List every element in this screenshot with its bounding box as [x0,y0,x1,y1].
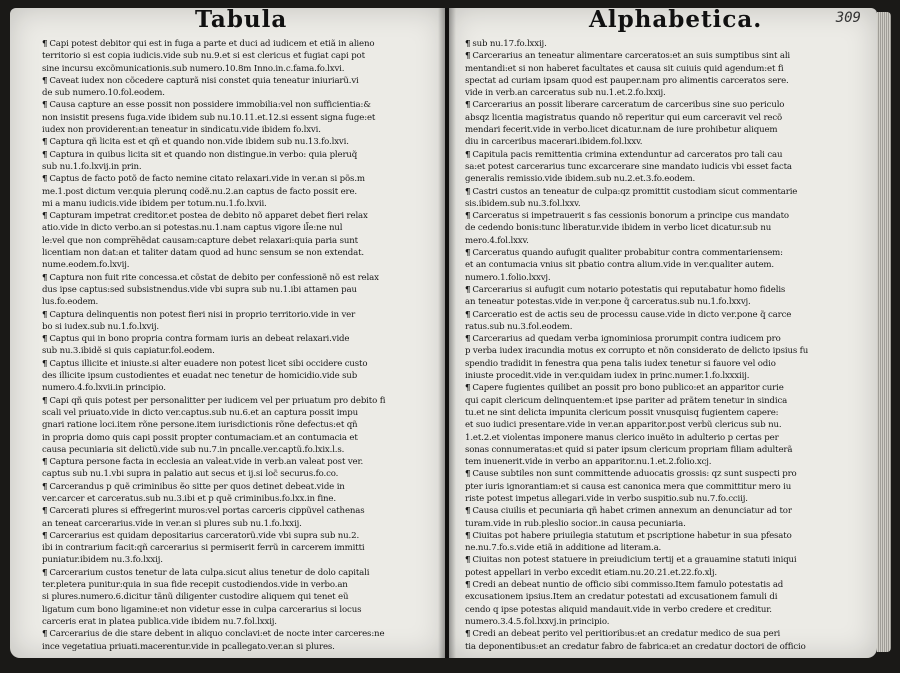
entry-line [42,370,431,382]
entry-line [465,419,861,431]
entry-line [465,309,861,321]
entry-line [42,456,431,468]
entry-text: mero.4.fol.lxxv. [465,235,529,246]
index-entry [42,75,431,100]
entry-text: ver.carcer et carceratus.sub nu.3.ibi et p quẽ criminibus.fo.lxx.in fine. [42,493,336,504]
pilcrow-mark-icon: ¶ [465,211,471,222]
entry-line [465,186,861,198]
index-entry [42,38,431,75]
entry-line [465,345,861,357]
pilcrow-mark-icon: ¶ [42,211,48,222]
entry-text: Credi an debeat nuntio de officio sibi commisso.Item famulo potestatis ad [472,580,784,591]
entry-text: Carceratio est de actis seu de processu cause.vide in dicto ver.pone q̃ carce [472,309,792,320]
entry-text: Carcerarius si aufugit cum notario potestatis qui reputabatur homo fidelis [472,284,786,295]
entry-line [42,161,431,173]
index-entry [465,579,861,628]
entry-line [465,75,861,87]
index-entry [42,136,431,148]
entry-text: gnari ratione loci.item rõne persone.item iurisdictionis rõne defectus:et qñ [42,420,358,431]
entry-text: atio.vide in dicto verbo.an si potestas.nu.1.nam captus vigore il̃e:ne nul [42,223,343,234]
entry-line [465,432,861,444]
index-entry [465,149,861,186]
pilcrow-mark-icon: ¶ [42,309,48,320]
entry-text: ter.pletera punitur:quia in sua fide recepit custodiendos.vide in verbo.an [42,580,348,591]
entry-text: Captus qui in bono propria contra formam iuris an debeat relaxari.vide [49,334,350,345]
entry-text: ince vegetatiua priuati.macerentur.vide in pcallegato.ver.an si plures. [42,641,335,652]
index-entry [465,284,861,309]
entry-line [465,259,861,271]
entry-text: Carcerarium custos tenetur de lata culpa.sicut alius tenetur de dolo capitali [49,567,370,578]
entry-line [42,579,431,591]
index-entry [42,173,431,210]
pilcrow-mark-icon: ¶ [42,149,48,160]
entry-line [465,481,861,493]
entry-text: licentiam non dat:an et taliter datam quod ad hunc sensum se non extendat. [42,248,365,259]
pilcrow-mark-icon: ¶ [465,580,471,591]
entry-line [42,149,431,161]
entry-line [42,444,431,456]
pilcrow-mark-icon: ¶ [465,506,471,517]
entry-line [42,591,431,603]
entry-line [465,87,861,99]
entry-text: sa:et potest carcerarius tunc excarcerare sine mandato iudicis vbi esset facta [465,161,792,172]
entry-text: Captura in quibus licita sit et quando non distingue.in verbo: quia pleruq̃ [49,149,358,160]
index-entry [465,382,861,468]
entry-text: pter iuris ignorantiam:et si causa est canonica mera que committitur mero iu [465,481,792,492]
index-entry [465,38,861,50]
entry-line [42,284,431,296]
entry-text: nume.eodem.fo.lxvij. [42,260,130,271]
entry-line [42,99,431,111]
entry-text: sine incursu excõmunicationis.sub numero.10.8m Inno.in.c.fama.fo.lxvi. [42,63,345,74]
pilcrow-mark-icon: ¶ [465,51,471,62]
entry-text: turam.vide in rub.pleslio socior..in causa pecuniaria. [465,518,686,529]
entry-line [465,542,861,554]
pilcrow-mark-icon: ¶ [465,149,471,160]
entry-text: numero.3.4.5.fol.lxxvj.in principio. [465,616,610,627]
entry-text: Causa ciuilis et pecuniaria qñ habet crimen annexum an denunciatur ad tor [472,506,792,517]
entry-line [465,173,861,185]
entry-line [465,235,861,247]
index-entry [465,333,861,382]
entry-text: causa pecuniaria sit delictũ.vide sub nu.7.in pncalle.ver.captũ.fo.lxix.l.s. [42,444,345,455]
entry-line [42,309,431,321]
entry-line [42,567,431,579]
entry-line [42,63,431,75]
entry-line [465,112,861,124]
entry-line [465,198,861,210]
pilcrow-mark-icon: ¶ [465,334,471,345]
index-entry [465,530,861,555]
pilcrow-mark-icon: ¶ [42,334,48,345]
pilcrow-mark-icon: ¶ [465,530,471,541]
index-entry [465,50,861,99]
entry-text: qui capit clericum delinquentem:et ipse pariter ad prãtem tenetur in sindica [465,395,788,406]
entry-line [465,505,861,517]
entry-text: Ciuitas pot habere priuilegia statutum et pscriptione habetur in sua pfesato [472,530,792,541]
pilcrow-mark-icon: ¶ [465,186,471,197]
entry-line [42,321,431,333]
entry-line [42,186,431,198]
entry-line [42,628,431,640]
folio-number: 309 [835,10,861,26]
entry-line [42,382,431,394]
entry-line [42,75,431,87]
entry-line [42,38,431,50]
index-entry [465,505,861,530]
entry-text: le:vel que non compre̅hẽdat causam:capture debet relaxari:quia paria sunt [42,235,358,246]
entry-text: excusationem ipsius.Item an credatur potestati ad excusationem famuli di [465,592,778,603]
entry-text: Carceratus si impetrauerit s fas cessionis bonorum a principe cus mandato [472,211,789,222]
pilcrow-mark-icon: ¶ [42,481,48,492]
entry-text: diu in carceribus macerari.ibidem.fol.lxxv. [465,137,643,148]
entry-line [465,616,861,628]
pilcrow-mark-icon: ¶ [42,358,48,369]
entry-text: ibi in contrarium facit:qñ carcerarius si permiserit ferrũ in carcerem immitti [42,543,365,554]
entry-text: tem inuenerit.vide in verbo an apparitor.nu.1.et.2.folio.xcj. [465,457,712,468]
entry-text: Cause subtiles non sunt committende aduocatis grossis: qz sunt suspecti pro [472,469,797,480]
entry-line [465,50,861,62]
entry-text: dus ipse captus:sed subsistnendus.vide vbi supra sub nu.1.ibi attamen pau [42,284,357,295]
entry-text: Captura persone facta in ecclesia an valeat.vide in verb.an valeat post ver. [49,457,364,468]
entry-text: bo si iudex.sub nu.1.fo.lxvij. [42,321,159,332]
entry-line [465,518,861,530]
entry-line [42,604,431,616]
index-entry [42,309,431,334]
entry-text: tia deponentibus:et an credatur fabro de fabrica:et an credatur doctori de officio [465,641,806,652]
entry-text: sonas connumeratas:et quid si pater ipsum clericum propriam filiam adulterã [465,444,793,455]
entry-text: numero.1.folio.lxxvj. [465,272,551,283]
entry-line [42,259,431,271]
pilcrow-mark-icon: ¶ [465,555,471,566]
entry-line [465,333,861,345]
entry-line [465,567,861,579]
pilcrow-mark-icon: ¶ [42,567,48,578]
entry-line [465,591,861,603]
index-entry [42,505,431,530]
entry-text: Capturam impetrat creditor.et postea de debito nõ apparet debet fieri relax [49,211,368,222]
entry-line [465,382,861,394]
entry-text: Castri custos an teneatur de culpa:qz promittit custodiam sicut commentarie [472,186,798,197]
entry-text: sub nu.17.fo.lxxij. [472,39,547,49]
entry-text: p verba iudex iracundia motus ex corrupto et nõn considerato de delicto ipsius fu [465,346,809,357]
entry-text: sub nu.3.ibidẽ si quis capiatur.fol.eodem. [42,346,215,357]
entry-text: sis.ibidem.sub nu.3.fol.lxxv. [465,198,581,209]
entry-text: absqz licentia magistratus quando nõ reperitur qui eum carceravit vel recõ [465,112,783,123]
entry-line [42,518,431,530]
entry-text: ne.nu.7.fo.s.vide etiã in additione ad literam.a. [465,543,662,554]
index-entry [465,554,861,579]
entry-line [465,456,861,468]
index-entry [42,149,431,174]
entry-line [42,296,431,308]
entry-text: me.1.post dictum ver.quia plerunq codẽ.nu.2.an captus de facto possit ere. [42,186,357,197]
entry-line [465,38,861,50]
entry-line [42,198,431,210]
entry-text: des illicite ipsum custodientes et euadat nec tenetur de homicidio.vide sub [42,371,358,382]
entry-line [42,136,431,148]
entry-line [42,493,431,505]
entry-line [42,50,431,62]
entry-text: si plures.numero.6.dicitur tãnũ diligenter custodire aliquem qui tenet eũ [42,592,349,603]
entry-line [42,542,431,554]
entry-text: Capere fugientes quilibet an possit pro bono publico:et an apparitor curie [472,383,784,394]
entry-line [465,321,861,333]
entry-text: Credi an debeat perito vel peritioribus:et an credatur medico de sua peri [472,629,781,640]
running-head-right: Alphabetica. [589,8,763,33]
entry-text: Causa capture an esse possit non possidere immobilia:vel non sufficientia:& [49,100,371,111]
entry-line [465,99,861,111]
entry-text: tu.et ne sint delicta impunita clericum possit vnusquisq fugientem capere: [465,407,779,418]
pilcrow-mark-icon: ¶ [42,39,48,49]
entry-line [42,407,431,419]
entry-line [42,554,431,566]
right-page [449,8,877,658]
entry-line [42,333,431,345]
entry-line [465,530,861,542]
index-entry [42,333,431,358]
entry-text: mendari fecerit.vide in verbo.licet dicatur.nam de iure prohibetur aliquem [465,125,778,136]
running-head-left: Tabula [195,8,288,33]
entry-text: et suo iudici presentare.vide in ver.an apparitor.post verbũ clericus sub nu. [465,420,782,431]
entry-text: Carceratus quando aufugit qualiter probabitur contra commentariensem: [472,248,783,259]
entry-line [465,358,861,370]
entry-text: an teneat carcerarius.vide in ver.an si plures sub nu.1.fo.lxxij. [42,518,302,529]
entry-line [465,604,861,616]
pilcrow-mark-icon: ¶ [42,75,48,86]
entry-line [465,222,861,234]
entry-line [42,272,431,284]
entry-text: Capi qñ quis potest per personalitter per iudicem vel per priuatum pro debito fi [49,395,386,406]
entry-line [465,63,861,75]
pilcrow-mark-icon: ¶ [42,457,48,468]
index-entry [42,272,431,309]
pilcrow-mark-icon: ¶ [465,284,471,295]
entry-text: scali vel priuato.vide in dicto ver.captus.sub nu.6.et an captura possit impu [42,407,359,418]
entry-line [465,247,861,259]
entry-text: puniatur.ibidem nu.3.fo.lxxij. [42,555,163,566]
entry-text: de sub numero.10.fol.eodem. [42,88,165,99]
entry-text: Captura delinquentis non potest fieri nisi in proprio territorio.vide in ver [49,309,356,320]
entry-line [465,284,861,296]
entry-text: Carcerati plures si effregerint muros:vel portas carceris cippũvel cathenas [49,506,365,517]
entry-line [42,641,431,653]
entry-text: 1.et.2.et violentas imponere manus clerico inuẽto in adulterio p certas per [465,432,779,443]
left-page [10,8,445,658]
entry-line [42,124,431,136]
pilcrow-mark-icon: ¶ [42,395,48,406]
entry-text: spendio tradidit in fenestra qua pena talis iudex tenetur si fauore vel odio [465,358,776,369]
entry-text: ligatum cum bono ligamine:et non videtur esse in culpa carcerarius si locus [42,604,362,615]
index-entry [42,99,431,136]
index-entry [465,628,861,653]
entry-text: Captura non fuit rite concessa.et cõstat de debito per confessionẽ nõ est relax [49,272,379,283]
entry-line [42,247,431,259]
entry-text: de cedendo bonis:tunc liberatur.vide ibidem in verbo licet dicatur.sub nu [465,223,772,234]
entry-line [42,235,431,247]
entry-text: vide in verb.an carceratus sub nu.1.et.2.fo.lxxij. [465,88,666,99]
entry-text: lus.fo.eodem. [42,297,99,308]
entry-line [465,444,861,456]
entry-line [465,370,861,382]
pilcrow-mark-icon: ¶ [42,629,48,640]
entry-line [42,505,431,517]
entry-line [465,395,861,407]
entry-line [42,481,431,493]
index-entry [465,309,861,334]
pilcrow-mark-icon: ¶ [42,530,48,541]
entry-text: non insistit presens fuga.vide ibidem sub nu.10.11.et.12.si essent signa fuge:et [42,112,376,123]
pilcrow-mark-icon: ¶ [465,629,471,640]
index-entry [42,210,431,271]
pilcrow-mark-icon: ¶ [465,248,471,259]
index-entry [465,468,861,505]
entry-line [465,272,861,284]
entry-text: cendo q ipse potestas aliquid mandauit.vide in verbo credere et creditur. [465,604,772,615]
entry-line [465,149,861,161]
entry-text: iniuste procedit.vide in ver.quidam iudex in princ.numer.1.fo.lxxxiij. [465,371,750,382]
entry-text: territorio si est copia iudicis.vide sub nu.9.et si est clericus et fugiat capi pot [42,51,365,62]
entry-line [465,161,861,173]
entry-line [465,554,861,566]
entry-line [465,628,861,640]
pilcrow-mark-icon: ¶ [42,100,48,111]
entry-text: captus sub nu.1.vbi supra in palatio aut secus et ij.si loc̃ securus.fo.co. [42,469,339,480]
entry-text: riste potest impetus allegari.vide in verbo suspitio.sub nu.7.fo.cciij. [465,493,748,504]
entry-text: mentandi:et si non haberet facultates et causa sit cuiuis quid agendum:et fi [465,63,784,74]
entry-text: an teneatur potestas.vide in ver.pone q̃ carceratus.sub nu.1.fo.lxxvj. [465,297,751,308]
entry-line [465,641,861,653]
index-entry [42,395,431,456]
entry-text: Carcerarius an possit liberare carceratum de carceribus sine suo periculo [472,100,785,111]
entry-text: Carcerarius an teneatur alimentare carceratos:et an suis sumptibus sint ali [472,51,791,62]
entry-text: spectat ad curiam ipsam quod est pauper.nam pro alimentis carceratos sere. [465,75,789,86]
pilcrow-mark-icon: ¶ [465,39,471,49]
pilcrow-mark-icon: ¶ [42,174,48,185]
entry-line [465,210,861,222]
entry-text: Captus de facto potõ de facto nemine citato relaxari.vide in ver.an si põs.m [49,174,365,185]
entry-text: Carcerandus p quẽ criminibus ẽo sitte per quos detinet debeat.vide in [49,481,345,492]
entry-line [42,210,431,222]
entry-line [42,616,431,628]
page-edges [877,12,891,652]
entry-line [42,345,431,357]
left-text-column [42,38,431,653]
pilcrow-mark-icon: ¶ [42,137,48,148]
entry-text: ratus.sub nu.3.fol.eodem. [465,321,573,332]
entry-text: Carcerarius ad quedam verba ignominiosa prorumpit contra iudicem pro [472,334,781,345]
index-entry [465,210,861,247]
entry-line [465,468,861,480]
entry-line [42,468,431,480]
index-entry [42,567,431,628]
entry-text: sub nu.1.fo.lxvij.in prin. [42,161,142,172]
entry-text: mi a manu iudicis.vide ibidem per totum.nu.1.fo.lxvii. [42,198,267,209]
entry-line [42,87,431,99]
entry-line [465,579,861,591]
entry-text: et an contumacia vnius sit pbatio contra alium.vide in ver.qualiter autem. [465,260,775,271]
entry-line [465,296,861,308]
right-text-column [465,38,861,653]
entry-line [465,407,861,419]
pilcrow-mark-icon: ¶ [42,272,48,283]
index-entry [465,99,861,148]
entry-line [42,419,431,431]
entry-line [42,173,431,185]
entry-text: in propria domo quis capi possit propter contumaciam.et an contumacia et [42,432,358,443]
index-entry [42,628,431,653]
entry-line [42,395,431,407]
entry-text: potest appellari in verbo excedit etiam.nu.20.21.et.22.fo.xlj. [465,567,717,578]
pilcrow-mark-icon: ¶ [465,309,471,320]
entry-text: Carcerarius est quidam depositarius carceratorũ.vide vbi supra sub nu.2. [49,530,360,541]
entry-text: Captura qñ licita est et qñ et quando non.vide ibidem sub nu.13.fo.lxvi. [49,137,349,148]
index-entry [42,530,431,567]
index-entry [42,358,431,395]
entry-line [465,124,861,136]
entry-text: Caveat iudex non cõcedere capturã nisi constet quia teneatur iniuriarũ.vi [49,75,359,86]
entry-line [42,112,431,124]
entry-line [42,222,431,234]
index-entry [42,456,431,481]
entry-text: Ciuitas non potest statuere in preiudicium tertij et a grauamine statuti iniqui [472,555,797,566]
index-entry [42,481,431,506]
entry-text: numero.4.fo.lxvii.in principio. [42,383,166,394]
index-entry [465,186,861,211]
entry-line [465,493,861,505]
pilcrow-mark-icon: ¶ [465,469,471,480]
entry-text: Capitula pacis remittentia crimina extenduntur ad carceratos pro tali cau [472,149,783,160]
entry-line [42,432,431,444]
index-entry [465,247,861,284]
entry-line [42,530,431,542]
pilcrow-mark-icon: ¶ [465,100,471,111]
pilcrow-mark-icon: ¶ [465,383,471,394]
entry-line [42,358,431,370]
entry-text: carceris erat in platea publica.vide ibidem nu.7.fol.lxxij. [42,616,277,627]
entry-text: Captus illicite et iniuste.si alter euadere non potest licet sibi occidere custo [49,358,368,369]
pilcrow-mark-icon: ¶ [42,506,48,517]
entry-line [465,136,861,148]
entry-text: iudex non providerent:an teneatur in sindicatu.vide ibidem fo.lxvi. [42,125,321,136]
entry-text: Carcerarius de die stare debent in aliquo conclavi:et de nocte inter carceres:ne [49,629,385,640]
entry-text: Capi potest debitor qui est in fuga a parte et duci ad iudicem et etiã in alieno [49,39,375,49]
entry-text: generalis remissio.vide ibidem.sub nu.2.et.3.fo.eodem. [465,174,696,185]
